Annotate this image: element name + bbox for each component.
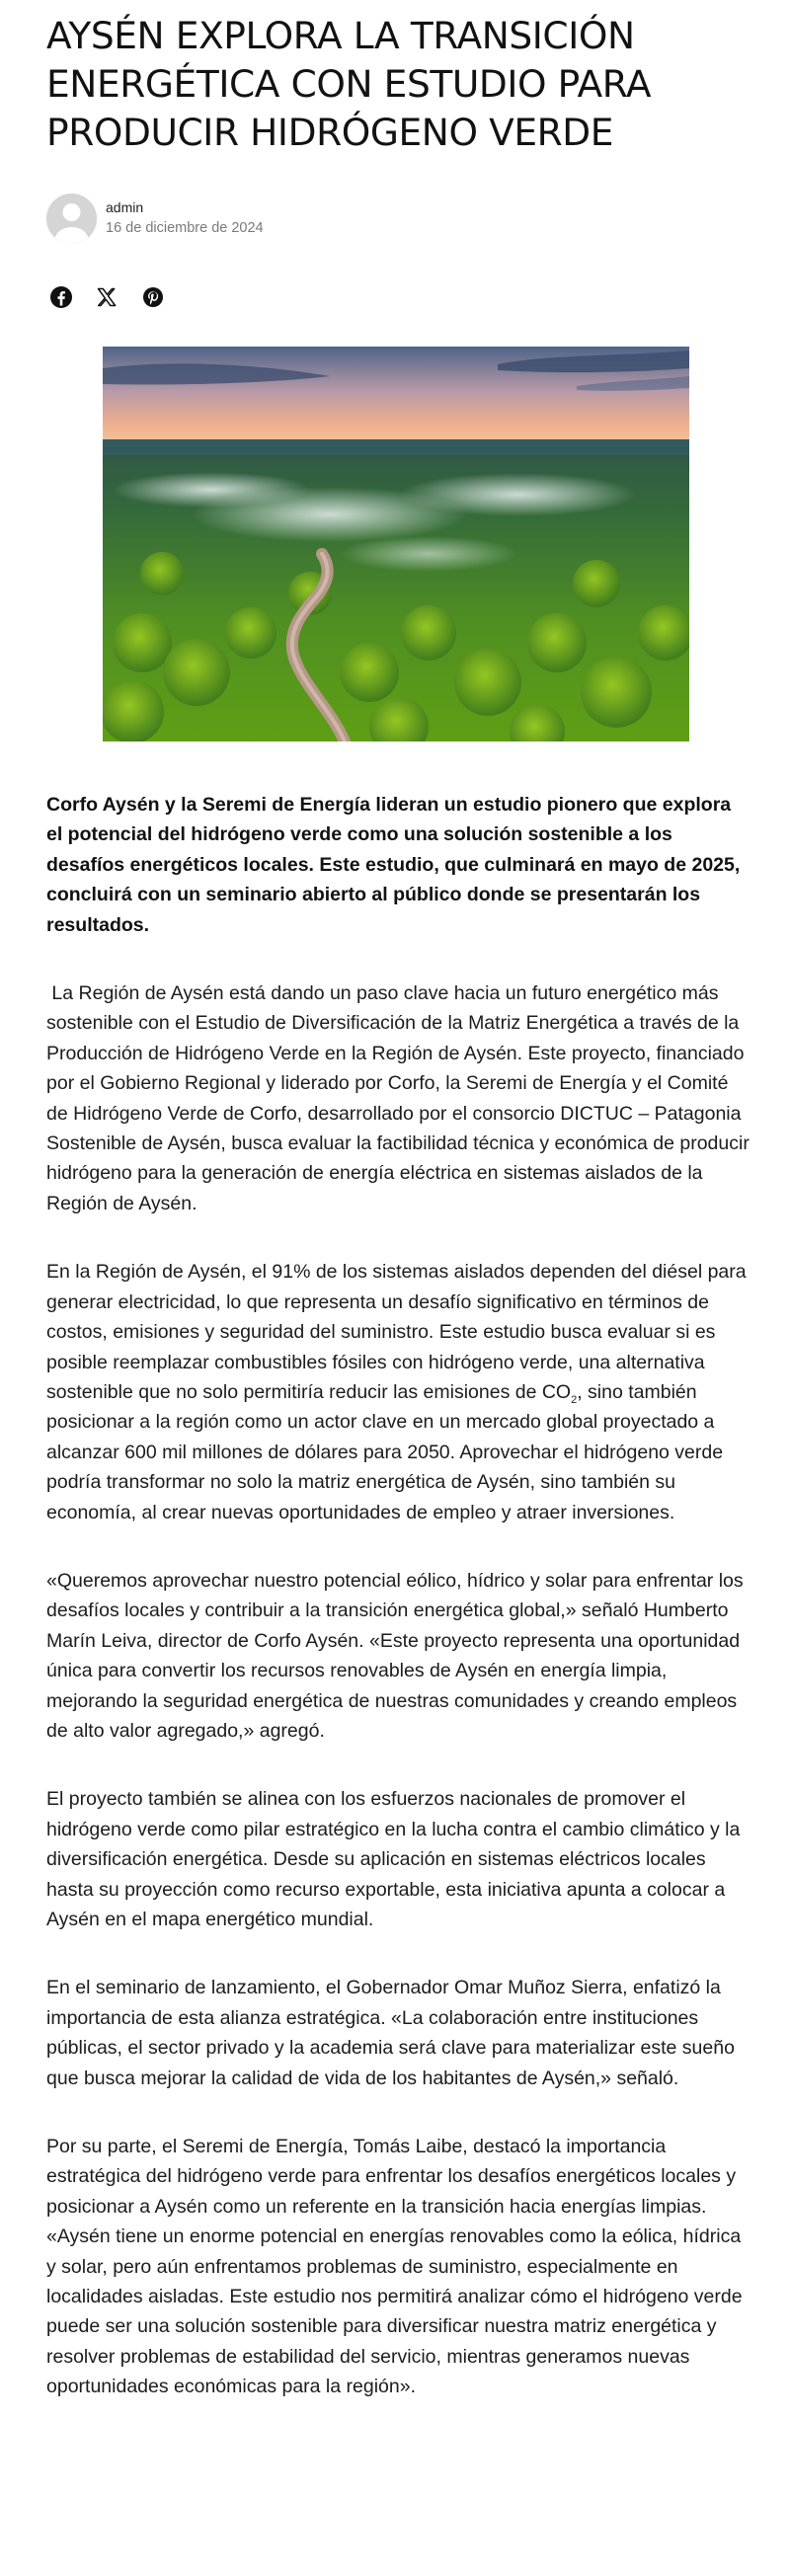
share-pinterest-button[interactable] (140, 284, 166, 310)
article-lead: Corfo Aysén y la Seremi de Energía lideran un estudio pionero que explora el potencial del hidrógeno verde como una solución sostenible a los desafíos energéticos locales. Este estudio, que culminará en mayo de 2025, concluirá con un seminario abierto al público donde se presentarán los resultados. (46, 794, 741, 936)
page-title: AYSÉN EXPLORA LA TRANSICIÓN ENERGÉTICA CON ESTUDIO PARA PRODUCIR HIDRÓGENO VERDE (46, 14, 652, 154)
user-silhouette-icon (46, 194, 97, 244)
avatar[interactable] (46, 194, 97, 244)
paragraph-5: En el seminario de lanzamiento, el Gobernador Omar Muñoz Sierra, enfatizó la importancia de esta alianza estratégica. «La colaboración entre instituciones públicas, el sector privado y la academia será clave para materializar este sueño que busca mejorar la calidad de vida de los habitantes de Aysén,» señaló. (46, 1977, 735, 2089)
paragraph-2 (46, 1257, 750, 1527)
article-body (46, 790, 755, 2441)
share-facebook-button[interactable] (48, 284, 74, 310)
hero-image (103, 347, 689, 742)
share-x-button[interactable] (94, 284, 119, 310)
paragraph-1: La Región de Aysén está dando un paso clave hacia un futuro energético más sostenible con el Estudio de Diversificación de la Matriz Energética a través de la Producción de Hidrógeno Verde en la Región de Aysén. Este proyecto, financiado por el Gobierno Regional y liderado por Corfo, la Seremi de Energía y el Comité de Hidrógeno Verde de Corfo, desarrollado por el consorcio DICTUC – Patagonia Sostenible de Aysén, busca evaluar la factibilidad técnica y económica de producir hidrógeno para la generación de energía eléctrica en sistemas aislados de la Región de Aysén. (46, 982, 755, 1214)
forest-river-photo (103, 347, 689, 742)
x-icon (95, 285, 118, 309)
paragraph-6: Por su parte, el Seremi de Energía, Tomás Laibe, destacó la importancia estratégica del hidrógeno verde para enfrentar los desafíos energéticos locales y posicionar a Aysén como un referente en la transición hacia energías limpias. «Aysén tiene un enorme potencial en energías renovables como la eólica, hídrica y solar, pero aún enfrentamos problemas de suministro, especialmente en localidades aisladas. Este estudio nos permitirá analizar cómo el hidrógeno verde puede ser una solución sostenible para diversificar nuestra matriz energética y resolver problemas de estabilidad del servicio, mientras generamos nuevas oportunidades económicas para la región». (46, 2136, 743, 2398)
pinterest-icon (141, 285, 165, 309)
facebook-icon (49, 285, 73, 309)
paragraph-2-text-a: En la Región de Aysén, el 91% de los sistemas aislados dependen del diésel para generar electricidad, lo que representa un desafío significativo en términos de costos, emisiones y seguridad del suministro. Este estudio busca evaluar si es posible reemplazar combustibles fósiles con hidrógeno verde, una alternativa sostenible que no solo permitiría reducir las emisiones de CO (46, 1261, 747, 1403)
paragraph-4: El proyecto también se alinea con los esfuerzos nacionales de promover el hidrógeno verde como pilar estratégico en la lucha contra el cambio climático y la diversificación energética. Desde su aplicación en sistemas eléctricos locales hasta su proyección como recurso exportable, esta iniciativa apunta a colocar a Aysén en el mapa energético mundial. (46, 1788, 741, 1930)
paragraph-3: «Queremos aprovechar nuestro potencial eólico, hídrico y solar para enfrentar los desafíos locales y contribuir a la transición energética global,» señaló Humberto Marín Leiva, director de Corfo Aysén. «Este proyecto representa una oportunidad única para convertir los recursos renovables de Aysén en energía limpia, mejorando la seguridad energética de nuestras comunidades y creando empleos de alto valor agregado,» agregó. (46, 1569, 744, 1742)
subscript-2: 2 (571, 1393, 578, 1406)
post-date: 16 de diciembre de 2024 (106, 220, 264, 236)
paragraph-2-text-b: , sino también posicionar a la región como un actor clave en un mercado global proyectado a alcanzar 600 mil millones de dólares para 2050. Aprovechar el hidrógeno verde podría transformar no solo la matriz energética de Aysén, sino también su economía, al crear nuevas oportunidades de empleo y atraer inversiones. (46, 1380, 724, 1523)
author-name[interactable]: admin (106, 199, 144, 215)
